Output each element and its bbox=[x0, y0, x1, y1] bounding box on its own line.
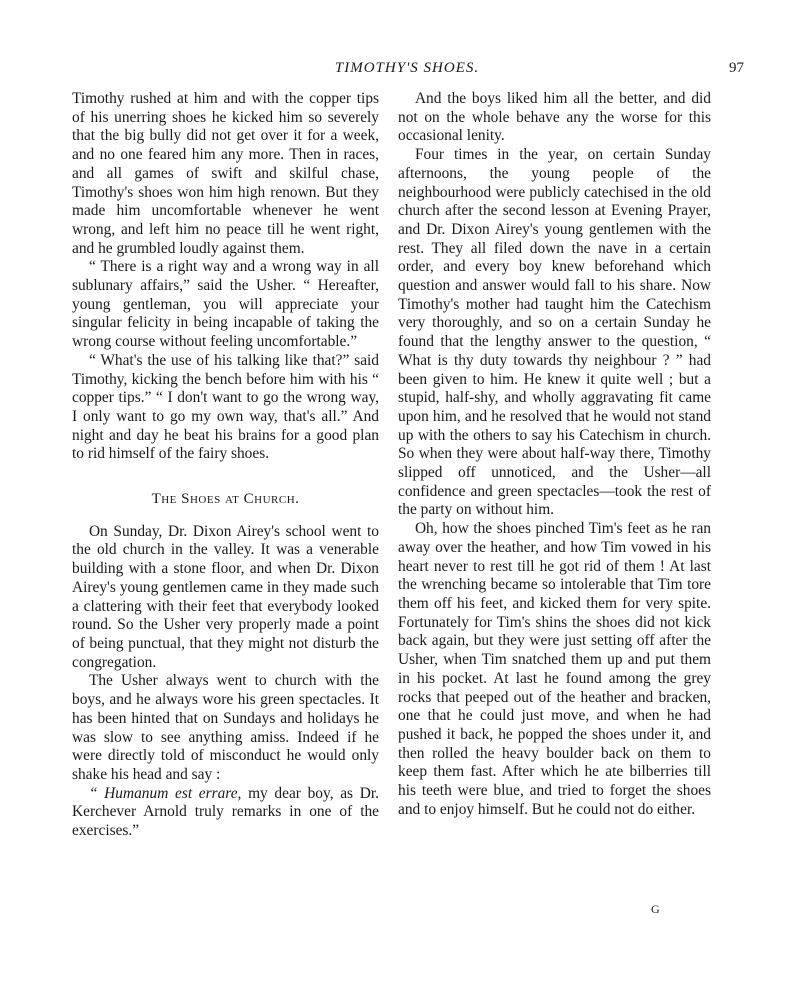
running-title: TIMOTHY'S SHOES. bbox=[334, 60, 480, 76]
page-number: 97 bbox=[729, 60, 744, 76]
quote-continuation: my dear boy, as Dr. Kerchever Arnold truly remarks in one of the exercises.” bbox=[72, 784, 379, 840]
paragraph: Timothy rushed at him and with the copper tips of his unerring shoes he kicked him so severely that the big bully did not get over it for a week, and no one feared him any more. Then in races, and all games of swift and skilful chase, Timothy's shoes won him high renown. But they made him uncomfortable whenever he went wrong, and left him no peace till he went right, and he grumbled loudly against them. bbox=[72, 90, 379, 257]
paragraph: “ There is a right way and a wrong way in all sublunary affairs,” said the Usher. “ Hereafter, young gentleman, you will appreciate your singular felicity in being incapable of taking the wrong course without feeling uncomfortable.” bbox=[72, 258, 379, 351]
paragraph: Oh, how the shoes pinched Tim's feet as he ran away over the heather, and how Tim vowed in his heart never to rest till he got rid of them ! At last the wrenching became so intolerable that Tim tore them off his feet, and kicked them for very spite. Fortunately for Tim's shins the shoes did not kick back again, but they were just setting off after the Usher, when Tim snatched them up and put them in his pocket. At last he found among the grey rocks that peeped out of the heather and bracken, one that he could just move, and when he had pushed it back, he popped the shoes under it, and then rolled the heavy boulder back on them to keep them fast. After which he ate bilberries till his teeth were blue, and tried to forget the shoes and to enjoy himself. But he could not do either. bbox=[398, 520, 711, 818]
paragraph: The Usher always went to church with the boys, and he always wore his green spectacles. It has been hinted that on Sundays and holidays he was slow to see anything amiss. Indeed if he were directly told of misconduct he would only shake his head and say : bbox=[72, 672, 379, 783]
left-column bbox=[72, 90, 379, 841]
right-column bbox=[398, 90, 711, 819]
section-heading: The Shoes at Church. bbox=[151, 491, 300, 508]
latin-quote: “ Humanum est errare, bbox=[88, 784, 242, 802]
paragraph: And the boys liked him all the better, and did not on the whole behave any the worse for this occasional lenity. bbox=[398, 90, 711, 145]
paragraph: “ What's the use of his talking like that?” said Timothy, kicking the bench before him with his “ copper tips.” “ I don't want to go the wrong way, I only want to go my own way, that's all.” And night and day he beat his brains for a good plan to rid himself of the fairy shoes. bbox=[72, 351, 379, 463]
paragraph: On Sunday, Dr. Dixon Airey's school went to the old church in the valley. It was a venerable building with a stone floor, and when Dr. Dixon Airey's young gentlemen came in they made such a clattering with their feet that everybody looked round. So the Usher very properly made a point of being punctual, that they might not disturb the congregation. bbox=[72, 522, 379, 671]
paragraph bbox=[72, 785, 379, 841]
running-head bbox=[70, 60, 744, 82]
signature-mark: G bbox=[651, 902, 660, 916]
paragraph: Four times in the year, on certain Sunday afternoons, the young people of the neighbourhood were publicly catechised in the old church after the second lesson at Evening Prayer, and Dr. Dixon Airey's young gentlemen with the rest. They all filed down the nave in a certain order, and every boy knew beforehand which question and answer would fall to his share. Now Timothy's mother had taught him the Catechism very thoroughly, and so on a certain Sunday he found that the lengthy answer to the question, “ What is thy duty towards thy neighbour ? ” had been given to him. He knew it quite well ; but a stupid, half-shy, and wholly aggravating fit came upon him, and he resolved that he would not stand up with the others to say his Catechism in church. So when they were about half-way there, Timothy slipped off unnoticed, and the Usher—all confidence and green spectacles—took the rest of the party on without him. bbox=[398, 146, 711, 519]
